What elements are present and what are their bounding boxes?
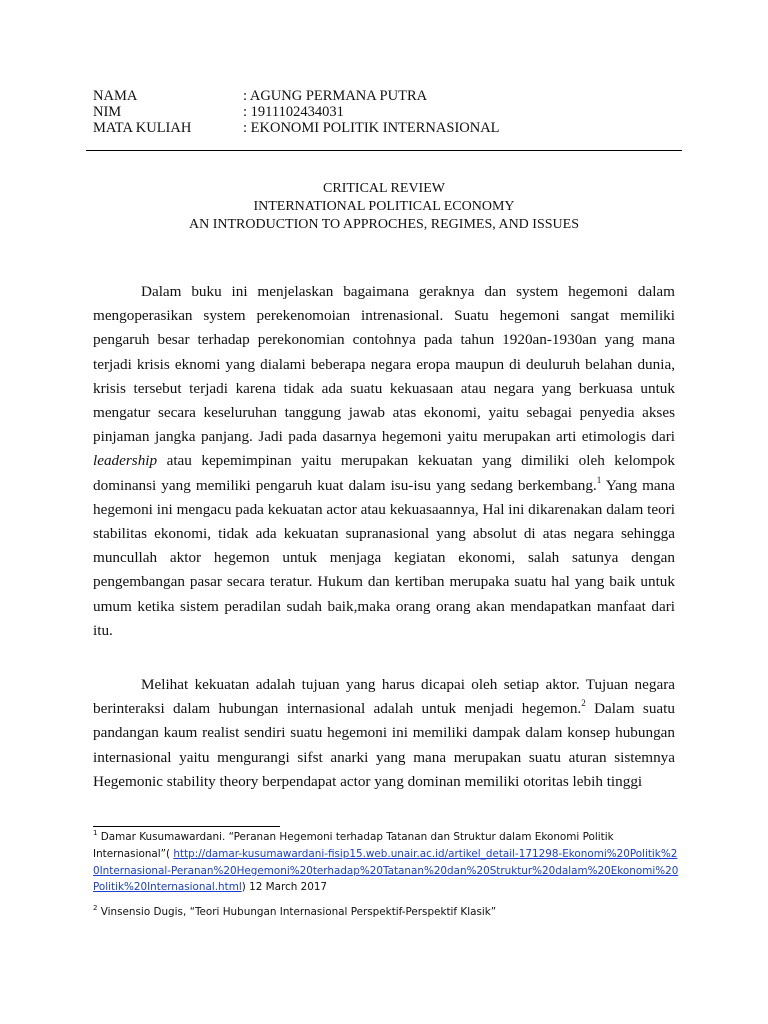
nim-value: : 1911102434031 [243,104,344,120]
name-label: NAMA [93,88,138,104]
footnote-1-date: ) 12 March 2017 [241,881,328,894]
course-value: : EKONOMI POLITIK INTERNASIONAL [243,120,500,136]
title-line-3: AN INTRODUCTION TO APPROCHES, REGIMES, AND ISSUES [189,217,579,232]
footnote-2 [93,904,683,921]
paragraph-1-text-c: Yang mana hegemoni ini mengacu pada kekuatan actor atau kekuasaannya, Hal ini dikarenakan dalam teori stabilitas ekonomi, tidak ada kekuatan supranasional yang absolut di atas negara sehingga muncullah aktor hegemon untuk menjaga kegiatan ekonomi, salah satunya dengan pengembangan pasar secara teratur. Hukum dan kertiban merupaka suatu hal yang baik untuk umum ketika sistem peradilan sudah baik,maka orang orang akan mendapatkan manfaat dari itu. [93,476,675,639]
footnote-1-citation: Damar Kusumawardani. “Peranan Hegemoni terhadap Tatanan dan Struktur dalam Ekonomi Politik Internasional”( [93,831,614,860]
name-value: : AGUNG PERMANA PUTRA [243,88,428,104]
paragraph-2 [93,673,675,794]
footnote-1 [93,829,683,896]
footnotes [93,829,683,921]
footnote-1-link[interactable]: http://damar-kusumawardani-fisip15.web.unair.ac.id/artikel_detail-171298-Ekonomi%20Politik%20Internasional-Peranan%20Hegemoni%20terhadap%20Tatanan%20dan%20Struktur%20dalam%20Ekonomi%20Politik%20Internasional.html [93,847,679,894]
paragraph-2-text-a: Melihat kekuatan adalah tujuan yang harus dicapai oleh setiap aktor. Tujuan negara berinteraksi dalam hubungan internasional adalah untuk menjadi hegemon. [93,676,675,718]
footnote-2-citation: Vinsensio Dugis, “Teori Hubungan Internasional Perspektif-Perspektif Klasik” [97,906,497,919]
leadership-term: leadership [93,452,158,470]
paragraph-1-text-b: atau kepemimpinan yaitu merupakan kekuatan yang dimiliki oleh kelompok dominansi yang memiliki pengaruh kuat dalam isu-isu yang sedang berkembang. [93,452,675,494]
header-divider [86,150,682,151]
footnote-2-number: 2 [93,903,98,912]
course-label: MATA KULIAH [93,120,192,136]
title-line-1: CRITICAL REVIEW [323,181,445,196]
document-title [86,180,682,234]
footnote-ref-2[interactable]: 2 [581,698,586,709]
paragraph-2-text-b: Dalam suatu pandangan kaum realist sendiri suatu hegemoni ini memiliki dampak dalam konsep hubungan internasional yaitu mengurangi sifst anarki yang mana merupakan suatu aturan sistemnya Hegemonic stability theory berpendapat actor yang dominan memiliki otoritas lebih tinggi [93,700,675,790]
paragraph-1 [93,280,675,643]
footnote-ref-1[interactable]: 1 [596,474,602,485]
nim-label: NIM [93,104,122,120]
paragraph-1-text-a: Dalam buku ini menjelaskan bagaimana geraknya dan system hegemoni dalam mengoperasikan system perekenomoian intrenasional. Suatu hegemoni sangat memiliki pengaruh besar terhadap perekonomian contohnya pada tahun 1920an-1930an yang mana terjadi krisis eknomi yang dialami beberapa negara eropa maupun di deuluruh belahan dunia, krisis tersebut terjadi karena tidak ada suatu kekuasaan atau negara yang berkuasa untuk mengatur secara keseluruhan tanggung jawab atas ekonomi, yaitu sebagai penyedia akses pinjaman jangka panjang. Jadi pada dasarnya hegemoni yaitu merupakan arti etimologis dari [93,283,675,446]
title-line-2: INTERNATIONAL POLITICAL ECONOMY [253,199,515,214]
footnote-1-number: 1 [93,828,98,837]
footnote-divider [93,826,280,827]
